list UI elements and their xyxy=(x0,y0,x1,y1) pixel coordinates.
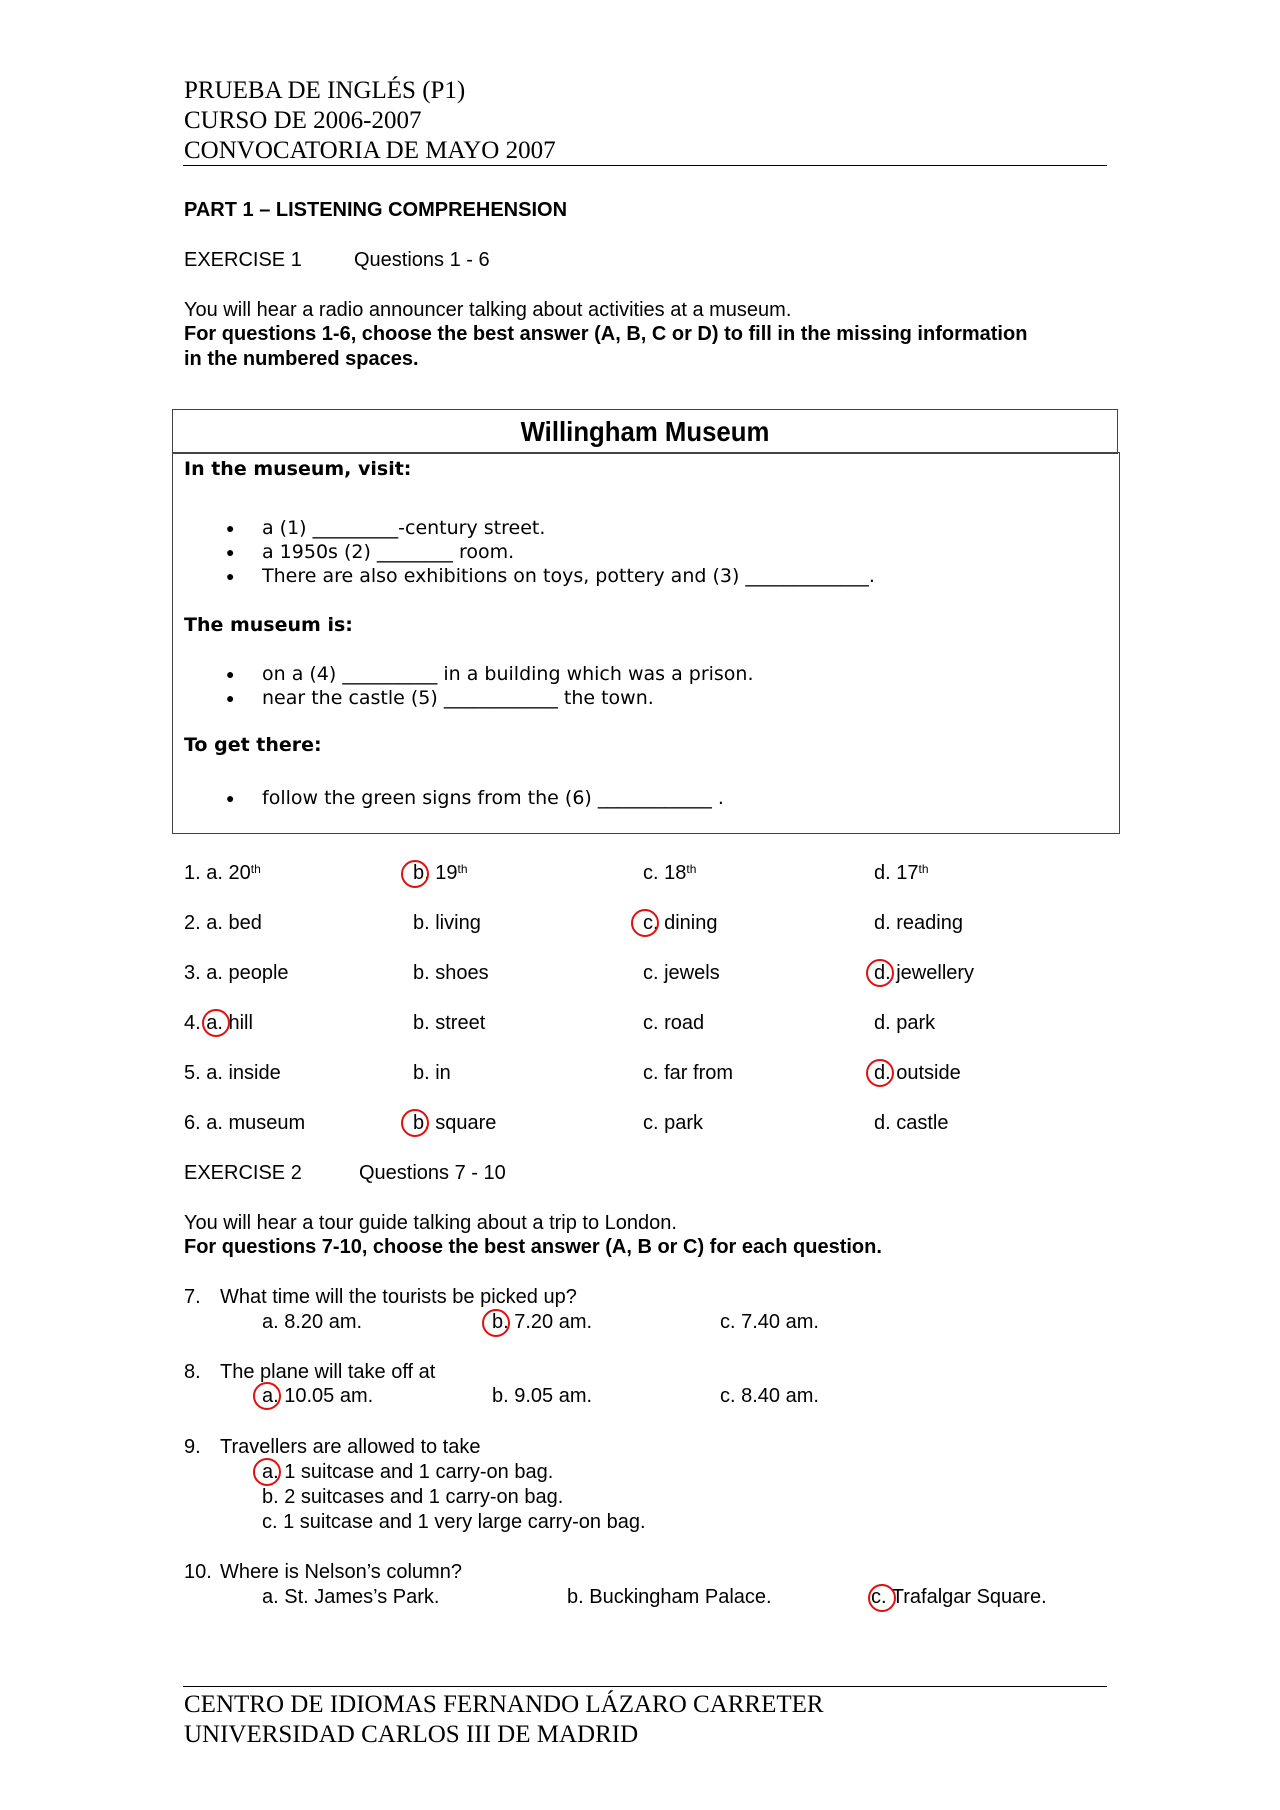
answer-circle xyxy=(866,1059,894,1087)
answer-option: 4. a. hill xyxy=(184,1012,253,1034)
exercise1-instruction-cont: in the numbered spaces. xyxy=(184,348,419,370)
question-text: The plane will take off at xyxy=(220,1361,436,1383)
answer-option: 3. a. people xyxy=(184,962,289,984)
exercise1-questions: Questions 1 - 6 xyxy=(354,249,490,271)
answer-option: 5. a. inside xyxy=(184,1062,281,1084)
answer-option: b. 2 suitcases and 1 carry-on bag. xyxy=(262,1486,564,1508)
visit-item-3: There are also exhibitions on toys, pottery and (3) _____________. xyxy=(262,565,875,587)
bullet-icon: ● xyxy=(226,544,235,560)
header-line-1: PRUEBA DE INGLÉS (P1) xyxy=(184,77,466,104)
answer-option: b. 19th xyxy=(413,862,468,884)
exercise1-instruction: For questions 1-6, choose the best answer (A, B, C or D) to fill in the missing information xyxy=(184,323,1028,345)
bullet-icon: ● xyxy=(226,568,235,584)
header-rule xyxy=(183,165,1107,166)
answer-option: a. St. James’s Park. xyxy=(262,1586,440,1608)
exercise2-intro: You will hear a tour guide talking about a trip to London. xyxy=(184,1212,677,1234)
footer-line-2: UNIVERSIDAD CARLOS III DE MADRID xyxy=(184,1721,639,1748)
header-line-2: CURSO DE 2006-2007 xyxy=(184,107,422,134)
answer-option: b. Buckingham Palace. xyxy=(567,1586,772,1608)
bullet-icon: ● xyxy=(226,690,235,706)
answer-option: b. square xyxy=(413,1112,497,1134)
answer-circle xyxy=(868,1584,896,1612)
answer-circle xyxy=(401,1109,429,1137)
is-item-2: near the castle (5) ____________ the town. xyxy=(262,687,654,709)
answer-option: c. 8.40 am. xyxy=(720,1385,819,1407)
question-text: What time will the tourists be picked up? xyxy=(220,1286,577,1308)
answer-option: d. jewellery xyxy=(874,962,975,984)
answer-option: b. street xyxy=(413,1012,486,1034)
visit-item-1: a (1) _________-century street. xyxy=(262,517,546,539)
answer-option: d. outside xyxy=(874,1062,961,1084)
answer-circle xyxy=(631,909,659,937)
is-heading: The museum is: xyxy=(184,614,353,636)
answer-circle xyxy=(253,1382,281,1410)
answer-option: c. 1 suitcase and 1 very large carry-on bag. xyxy=(262,1511,646,1533)
exercise1-intro: You will hear a radio announcer talking about activities at a museum. xyxy=(184,299,792,321)
answer-circle xyxy=(253,1458,281,1486)
footer-line-1: CENTRO DE IDIOMAS FERNANDO LÁZARO CARRETER xyxy=(184,1691,824,1718)
answer-circle xyxy=(866,959,894,987)
museum-info-box xyxy=(172,452,1120,834)
visit-item-2: a 1950s (2) ________ room. xyxy=(262,541,515,563)
answer-option: d. reading xyxy=(874,912,963,934)
question-number: 10. xyxy=(184,1561,212,1583)
bullet-icon: ● xyxy=(226,790,235,806)
visit-heading: In the museum, visit: xyxy=(184,458,412,480)
exercise2-questions: Questions 7 - 10 xyxy=(359,1162,506,1184)
bullet-icon: ● xyxy=(226,520,235,536)
answer-circle xyxy=(202,1009,230,1037)
answer-option: 6. a. museum xyxy=(184,1112,306,1134)
answer-option: 1. a. 20th xyxy=(184,862,261,884)
answer-option: b. in xyxy=(413,1062,451,1084)
answer-option: c. Trafalgar Square. xyxy=(871,1586,1047,1608)
answer-option: c. 7.40 am. xyxy=(720,1311,819,1333)
answer-option: d. park xyxy=(874,1012,936,1034)
answer-option: c. park xyxy=(643,1112,704,1134)
answer-option: c. road xyxy=(643,1012,705,1034)
answer-option: b. shoes xyxy=(413,962,489,984)
answer-option: b. living xyxy=(413,912,481,934)
answer-option: d. 17th xyxy=(874,862,929,884)
is-item-1: on a (4) __________ in a building which was a prison. xyxy=(262,663,754,685)
question-number: 7. xyxy=(184,1286,201,1308)
answer-option: a. 1 suitcase and 1 carry-on bag. xyxy=(262,1461,554,1483)
part-title: PART 1 – LISTENING COMPREHENSION xyxy=(184,199,568,221)
answer-option: d. castle xyxy=(874,1112,949,1134)
answer-option: b. 9.05 am. xyxy=(492,1385,593,1407)
exercise2-label: EXERCISE 2 xyxy=(184,1162,302,1184)
answer-option: c. jewels xyxy=(643,962,720,984)
get-item-1: follow the green signs from the (6) ____________ . xyxy=(262,787,724,809)
exercise2-instruction: For questions 7-10, choose the best answer (A, B or C) for each question. xyxy=(184,1236,882,1258)
answer-circle xyxy=(482,1309,510,1337)
question-text: Where is Nelson’s column? xyxy=(220,1561,462,1583)
question-number: 8. xyxy=(184,1361,201,1383)
answer-circle xyxy=(401,860,429,888)
answer-option: c. 18th xyxy=(643,862,697,884)
exercise1-label: EXERCISE 1 xyxy=(184,249,302,271)
bullet-icon: ● xyxy=(226,666,235,682)
header-line-3: CONVOCATORIA DE MAYO 2007 xyxy=(184,137,556,164)
question-text: Travellers are allowed to take xyxy=(220,1436,481,1458)
answer-option: c. dining xyxy=(643,912,718,934)
footer-rule xyxy=(183,1686,1107,1687)
answer-option: a. 10.05 am. xyxy=(262,1385,374,1407)
answer-option: b. 7.20 am. xyxy=(492,1311,593,1333)
answer-option: c. far from xyxy=(643,1062,734,1084)
museum-title: Willingham Museum xyxy=(520,416,770,447)
question-number: 9. xyxy=(184,1436,201,1458)
museum-title-box xyxy=(172,409,1118,454)
answer-option: a. 8.20 am. xyxy=(262,1311,363,1333)
answer-option: 2. a. bed xyxy=(184,912,262,934)
get-heading: To get there: xyxy=(184,734,322,756)
